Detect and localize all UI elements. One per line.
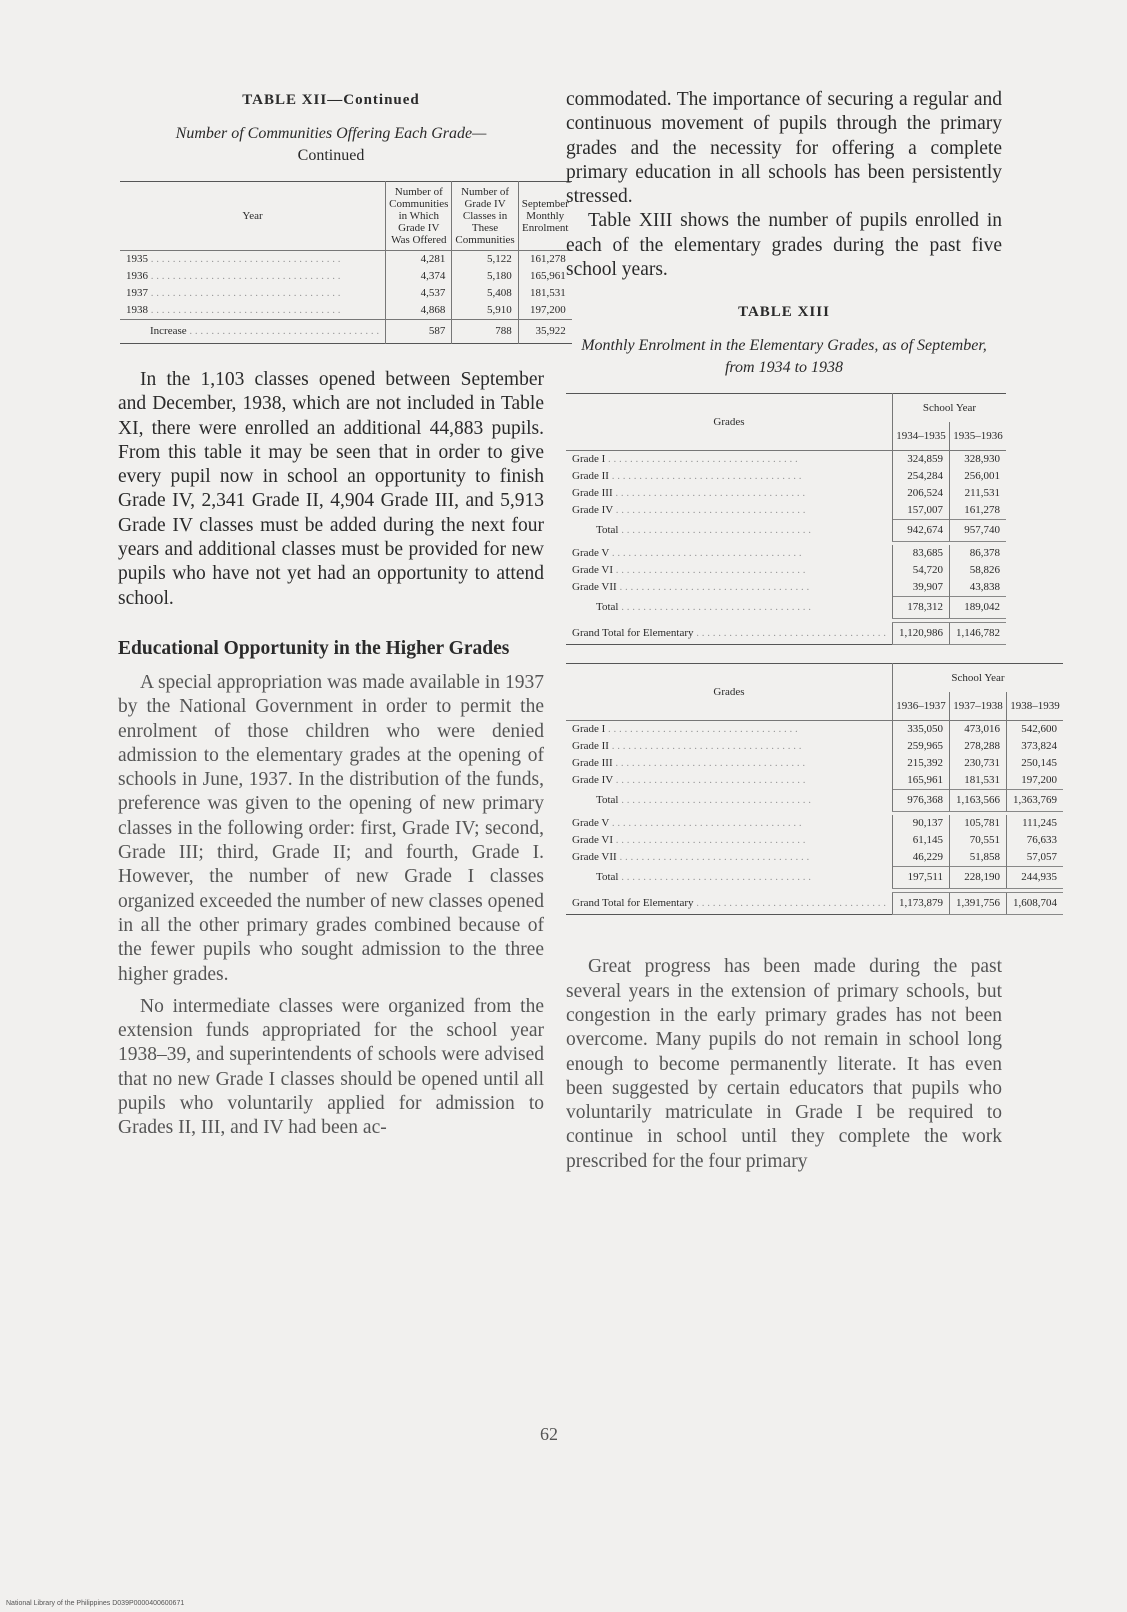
table-13a-value-cell: 43,838	[950, 579, 1007, 597]
section-heading-higher-grades: Educational Opportunity in the Higher Grades	[118, 637, 510, 659]
table-13a-value-cell: 39,907	[893, 579, 950, 597]
table-13b-row-label: Total . . .	[566, 790, 893, 812]
table-13a-year-header: 1934–1935	[893, 422, 950, 451]
table-13a-header-grades: Grades	[713, 416, 745, 429]
table-13a-value-cell: 254,284	[893, 468, 950, 485]
left-column	[118, 92, 569, 1141]
table-12-classes-cell: 5,180	[452, 268, 518, 285]
table-12-enrolment-cell: 161,278	[518, 251, 572, 269]
table-13-part-2	[566, 663, 1063, 915]
table-13b-value-cell: 1,391,756	[950, 893, 1007, 915]
table-13b-header-grades: Grades	[713, 686, 745, 699]
table-13b-year-header: 1938–1939	[1007, 692, 1064, 721]
table-12-subtitle-italic: Number of Communities Offering Each Grade—	[175, 125, 487, 142]
table-13b-grade-row	[566, 815, 1063, 832]
table-12-enrolment-cell: 181,531	[518, 285, 572, 302]
table-13b-value-cell: 70,551	[950, 832, 1007, 849]
table-12-body	[120, 251, 572, 344]
table-13b-grand-total-row	[566, 893, 1063, 915]
table-13b-value-cell: 197,511	[893, 867, 950, 889]
table-13a-row-label: Grade V . . .	[566, 545, 893, 562]
table-13-title: TABLE XIII	[738, 304, 830, 321]
table-13a-value-cell: 54,720	[893, 562, 950, 579]
table-12-subtitle-plain: Continued	[297, 147, 365, 164]
right-column	[566, 88, 1060, 1174]
table-13a-row-label: Grand Total for Elementary . . .	[566, 623, 893, 645]
table-13b-grade-row	[566, 755, 1063, 772]
table-13a-header-school-year: School Year	[893, 394, 1007, 423]
table-13b-value-cell: 473,016	[950, 721, 1007, 739]
paragraph-special-appropriation: A special appropriation was made available in 1937 by the National Government in order to permit the enrolment of those children who were denied admission to the elementary grades at the opening of schools in June, 1937. In the distribution of the funds, preference was given to the opening of new primary classes in the following order: first, Grade IV; second, Grade III; third, Grade II; and fourth, Grade I. However, the number of new Grade I classes organized exceeded the number of new classes opened in all the other primary grades combined because of the fewer pupils who sought admission to the three higher grades.	[118, 671, 544, 985]
table-13a-value-cell: 189,042	[950, 597, 1007, 619]
table-12-communities-cell: 4,281	[386, 251, 452, 269]
table-12-header-year: Year	[242, 210, 263, 222]
footer-attribution: National Library of the Philippines D039P0000400600671	[6, 1600, 185, 1607]
table-13b-value-cell: 90,137	[893, 815, 950, 832]
table-13a-total-row	[566, 520, 1006, 542]
table-13a-grade-row	[566, 485, 1006, 502]
table-12-enrolment-cell: 197,200	[518, 302, 572, 320]
table-13b-value-cell: 181,531	[950, 772, 1007, 790]
table-13a-row-label: Grade VI . . .	[566, 562, 893, 579]
table-13b-row-label: Grand Total for Elementary . . .	[566, 893, 893, 915]
table-13b-value-cell: 197,200	[1007, 772, 1064, 790]
table-13b-value-cell: 259,965	[893, 738, 950, 755]
table-12-communities-cell: 4,868	[386, 302, 452, 320]
table-13b-row-label: Grade V . . .	[566, 815, 893, 832]
table-13a-grade-row	[566, 545, 1006, 562]
table-13a-grade-row	[566, 468, 1006, 485]
table-13a-value-cell: 211,531	[950, 485, 1007, 502]
table-13b-row-label: Grade II . . .	[566, 738, 893, 755]
table-13b-value-cell: 976,368	[893, 790, 950, 812]
table-12	[120, 181, 572, 344]
table-13b-value-cell: 228,190	[950, 867, 1007, 889]
table-12-row	[120, 302, 572, 320]
table-13b-value-cell: 244,935	[1007, 867, 1064, 889]
table-13a-grade-row	[566, 562, 1006, 579]
table-13b-value-cell: 76,633	[1007, 832, 1064, 849]
table-13b-value-cell: 61,145	[893, 832, 950, 849]
table-12-classes-cell: 5,408	[452, 285, 518, 302]
table-12-increase-communities: 587	[386, 320, 452, 344]
table-13a-value-cell: 957,740	[950, 520, 1007, 542]
table-13a-value-cell: 256,001	[950, 468, 1007, 485]
table-12-year-cell: 1937 . . .	[120, 285, 386, 302]
table-13b-value-cell: 1,363,769	[1007, 790, 1064, 812]
table-13a-value-cell: 324,859	[893, 451, 950, 469]
table-12-subtitle	[118, 123, 544, 167]
table-13a-row-label: Total . . .	[566, 520, 893, 542]
table-13a-value-cell: 206,524	[893, 485, 950, 502]
table-12-classes-cell: 5,122	[452, 251, 518, 269]
table-13b-year-header: 1937–1938	[950, 692, 1007, 721]
table-13b-grade-row	[566, 772, 1063, 790]
table-12-enrolment-cell: 165,961	[518, 268, 572, 285]
paragraph-table-13-intro: Table XIII shows the number of pupils enrolled in each of the elementary grades during the past five school years.	[566, 210, 1002, 281]
table-13b-year-header: 1936–1937	[893, 692, 950, 721]
paragraph-great-progress: Great progress has been made during the past several years in the extension of primary schools, but congestion in the early primary grades has not been overcome. Many pupils do not remain in school long enough to become permanently literate. It has even been suggested by certain educators that pupils who voluntarily matriculate in Grade I be required to continue in school until they complete the work prescribed for the four primary	[566, 956, 1002, 1172]
table-13b-grade-row	[566, 738, 1063, 755]
table-13a-value-cell: 86,378	[950, 545, 1007, 562]
table-13b-value-cell: 105,781	[950, 815, 1007, 832]
table-13b-value-cell: 46,229	[893, 849, 950, 867]
table-13b-value-cell: 1,173,879	[893, 893, 950, 915]
table-13a-total-row	[566, 597, 1006, 619]
table-13b-value-cell: 373,824	[1007, 738, 1064, 755]
table-13a-row-label: Grade III . . .	[566, 485, 893, 502]
table-13a-value-cell: 58,826	[950, 562, 1007, 579]
table-13a-value-cell: 942,674	[893, 520, 950, 542]
table-13a-grand-total-row	[566, 623, 1006, 645]
table-12-increase-enrolment: 35,922	[518, 320, 572, 344]
table-13a-value-cell: 161,278	[950, 502, 1007, 520]
table-12-title: TABLE XII—Continued	[242, 92, 420, 108]
table-13a-value-cell: 83,685	[893, 545, 950, 562]
table-12-communities-cell: 4,374	[386, 268, 452, 285]
table-13a-grade-row	[566, 579, 1006, 597]
table-13b-total-row	[566, 867, 1063, 889]
table-13b-value-cell: 57,057	[1007, 849, 1064, 867]
table-13b-grade-row	[566, 832, 1063, 849]
table-12-year-cell: 1935 . . .	[120, 251, 386, 269]
table-13b-header-school-year: School Year	[893, 664, 1064, 693]
table-12-row	[120, 268, 572, 285]
table-13b-total-row	[566, 790, 1063, 812]
table-13b-row-label: Grade IV . . .	[566, 772, 893, 790]
table-13a-row-label: Total . . .	[566, 597, 893, 619]
table-13a-row-label: Grade VII . . .	[566, 579, 893, 597]
table-12-communities-cell: 4,537	[386, 285, 452, 302]
table-13a-value-cell: 178,312	[893, 597, 950, 619]
table-12-header-classes: Number of Grade IV Classes in These Communities	[452, 182, 518, 251]
table-12-increase-label: Increase . . .	[120, 320, 386, 344]
table-13b-grade-row	[566, 721, 1063, 739]
table-12-increase-row	[120, 320, 572, 344]
table-13a-year-header: 1935–1936	[950, 422, 1007, 451]
page-number: 62	[540, 1424, 558, 1444]
table-13b-value-cell: 1,608,704	[1007, 893, 1064, 915]
table-13b-grade-row	[566, 849, 1063, 867]
table-12-header-communities: Number of Communities in Which Grade IV Was Offered	[386, 182, 452, 251]
table-13b-value-cell: 215,392	[893, 755, 950, 772]
table-13b-value-cell: 1,163,566	[950, 790, 1007, 812]
table-12-increase-classes: 788	[452, 320, 518, 344]
table-13b-row-label: Grade VI . . .	[566, 832, 893, 849]
table-12-header-enrolment: September Monthly Enrolment	[518, 182, 572, 251]
table-13a-row-label: Grade II . . .	[566, 468, 893, 485]
table-13b-row-label: Total . . .	[566, 867, 893, 889]
table-13a-grade-row	[566, 451, 1006, 469]
table-13a-value-cell: 1,146,782	[950, 623, 1007, 645]
table-13a-value-cell: 157,007	[893, 502, 950, 520]
table-12-row	[120, 251, 572, 269]
table-13b-value-cell: 250,145	[1007, 755, 1064, 772]
table-13a-row-label: Grade I . . .	[566, 451, 893, 469]
table-12-classes-cell: 5,910	[452, 302, 518, 320]
paragraph-classes-opened: In the 1,103 classes opened between September and December, 1938, which are not included in Table XI, there were enrolled an additional 44,883 pupils. From this table it may be seen that in order to give every pupil now in school an opportunity to finish Grade IV, 2,341 Grade II, 4,904 Grade III, and 5,913 Grade IV classes must be added during the next four years and additional classes must be provided for new pupils who have not yet had an opportunity to attend school.	[118, 369, 544, 609]
table-13b-row-label: Grade I . . .	[566, 721, 893, 739]
table-13b-value-cell: 542,600	[1007, 721, 1064, 739]
table-13b-value-cell: 230,731	[950, 755, 1007, 772]
table-13b-value-cell: 165,961	[893, 772, 950, 790]
table-13a-grade-row	[566, 502, 1006, 520]
paragraph-commodated: commodated. The importance of securing a regular and continuous movement of pupils through the primary grades and the necessity for offering a complete primary education in all schools has been persistently stressed.	[566, 89, 1002, 208]
table-13a-body	[566, 451, 1006, 645]
table-13b-row-label: Grade III . . .	[566, 755, 893, 772]
table-13-subtitle: Monthly Enrolment in the Elementary Grades, as of September, from 1934 to 1938	[581, 337, 987, 377]
table-12-year-cell: 1938 . . .	[120, 302, 386, 320]
table-12-year-cell: 1936 . . .	[120, 268, 386, 285]
table-13b-value-cell: 111,245	[1007, 815, 1064, 832]
table-13b-body	[566, 721, 1063, 915]
table-13-part-1	[566, 393, 1006, 645]
table-13a-value-cell: 1,120,986	[893, 623, 950, 645]
paragraph-intermediate-classes: No intermediate classes were organized from the extension funds appropriated for the school year 1938–39, and superintendents of schools were advised that no new Grade I classes should be opened until all pupils who voluntarily applied for admission to Grades II, III, and IV had been ac-	[118, 995, 544, 1139]
table-12-row	[120, 285, 572, 302]
table-13b-value-cell: 51,858	[950, 849, 1007, 867]
table-13b-value-cell: 335,050	[893, 721, 950, 739]
table-13b-row-label: Grade VII . . .	[566, 849, 893, 867]
table-13b-value-cell: 278,288	[950, 738, 1007, 755]
table-13a-value-cell: 328,930	[950, 451, 1007, 469]
table-13a-row-label: Grade IV . . .	[566, 502, 893, 520]
